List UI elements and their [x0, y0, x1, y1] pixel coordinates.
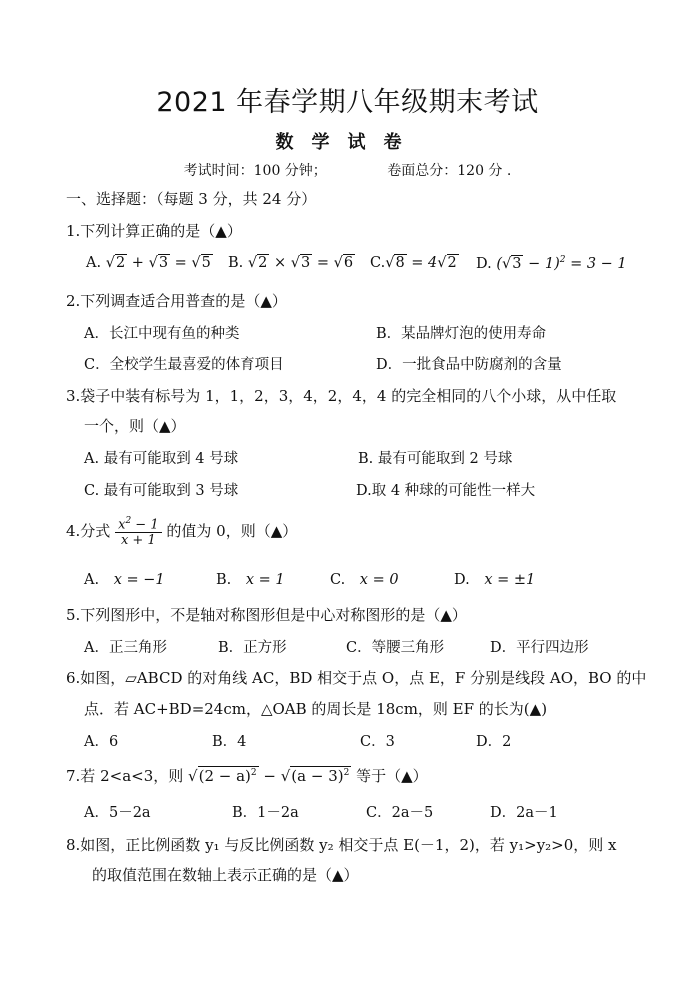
question-7-option-a: A．5－2a [84, 805, 151, 821]
question-3-option-b: B. 最有可能取到 2 号球 [358, 451, 513, 467]
question-6-option-b: B．4 [212, 734, 247, 750]
question-1-stem: 1.下列计算正确的是（▲） [66, 222, 242, 240]
section-heading: 一、选择题：（每题 3 分，共 24 分） [66, 190, 317, 208]
question-3-option-a: A. 最有可能取到 4 号球 [84, 451, 239, 467]
question-8-stem-line1: 8.如图，正比例函数 y₁ 与反比例函数 y₂ 相交于点 E(－1，2)，若 y₁>y₂>0，则 x [66, 836, 617, 854]
question-4-stem [66, 516, 297, 548]
option-label: C. [330, 572, 346, 588]
question-4-option-d [454, 572, 535, 588]
math-expression: $√(2 - a)^2 - √(a - 3)^2$ [188, 767, 350, 785]
question-2-option-b: B．某品牌灯泡的使用寿命 [376, 326, 547, 342]
question-7-option-b: B．1－2a [232, 805, 299, 821]
question-2-stem: 2.下列调查适合用普查的是（▲） [66, 292, 287, 310]
option-label: B. [216, 572, 232, 588]
page-subtitle: 数学试卷 [275, 132, 420, 153]
math-expression: √2 × √3 = √6 [247, 255, 354, 271]
question-4-option-b [216, 572, 285, 588]
question-1-option-d [476, 255, 627, 272]
question-6-stem-line2: 点．若 AC+BD=24cm，△OAB 的周长是 18cm，则 EF 的长为(▲) [84, 700, 548, 718]
page-title: 2021 年春学期八年级期末考试 [156, 87, 539, 118]
question-7-option-d: D．2a－1 [490, 805, 558, 821]
question-6-option-a: A．6 [84, 734, 119, 750]
question-1-option-a [86, 255, 213, 271]
question-3-stem-line2: 一个，则（▲） [84, 417, 186, 435]
question-2-option-a: A．长江中现有鱼的种类 [84, 326, 240, 342]
question-3-option-c: C. 最有可能取到 3 号球 [84, 483, 239, 499]
question-5-stem: 5.下列图形中，不是轴对称图形但是中心对称图形的是（▲） [66, 606, 467, 624]
question-6-option-d: D．2 [476, 734, 512, 750]
question-3-stem-line1: 3.袋子中装有标号为 1，1，2，3，4，2，4，4 的完全相同的八个小球，从中任取 [66, 387, 617, 405]
option-label: D. [454, 572, 470, 588]
question-4-option-a [84, 572, 165, 588]
question-4-option-c [330, 572, 399, 588]
option-label: D. [476, 255, 492, 272]
fraction-numerator: $x^2 - 1$ [115, 516, 162, 533]
question-2-option-d: D．一批食品中防腐剂的含量 [376, 357, 562, 373]
stem-text: 4.分式 [66, 522, 111, 541]
exam-time: 考试时间：100 分钟； [183, 163, 327, 179]
option-value: x = 1 [245, 572, 285, 588]
question-7-option-c: C．2a－5 [366, 805, 434, 821]
stem-text: 等于（▲） [356, 767, 428, 785]
stem-text: 的值为 0，则（▲） [166, 522, 298, 541]
question-1-option-b [228, 255, 355, 271]
question-8-stem-line2: 的取值范围在数轴上表示正确的是（▲） [92, 866, 359, 884]
option-value: x = 0 [359, 572, 399, 588]
question-1-option-c [370, 255, 459, 271]
fraction-denominator: x + 1 [120, 533, 156, 549]
stem-text: 7.若 2<a<3，则 [66, 767, 184, 785]
option-label: A. [86, 255, 102, 271]
question-7-stem [66, 765, 428, 786]
question-5-option-c: C．等腰三角形 [346, 640, 445, 656]
exam-meta [0, 160, 695, 180]
option-label: C. [370, 255, 386, 271]
math-expression: √8 = 4√2 [385, 255, 457, 271]
question-5-option-b: B．正方形 [218, 640, 287, 656]
option-value: x = −1 [113, 572, 165, 588]
question-5-option-d: D．平行四边形 [490, 640, 589, 656]
question-6-stem-line1: 6.如图，▱ABCD 的对角线 AC，BD 相交于点 O，点 E，F 分别是线段 AO，BO 的中 [66, 669, 647, 687]
option-label: B. [228, 255, 244, 271]
math-expression: $(√3 - 1)^2 = 3 - 1$ [496, 255, 627, 272]
question-5-option-a: A．正三角形 [84, 640, 167, 656]
question-6-option-c: C．3 [360, 734, 395, 750]
option-label: A. [84, 572, 100, 588]
exam-score: 卷面总分：120 分 . [387, 163, 512, 179]
question-3-option-d: D.取 4 种球的可能性一样大 [356, 483, 536, 499]
math-expression: √2 + √3 = √5 [105, 255, 211, 271]
question-2-option-c: C．全校学生最喜爱的体育项目 [84, 357, 284, 373]
fraction [115, 516, 162, 548]
option-value: x = ±1 [484, 572, 536, 588]
